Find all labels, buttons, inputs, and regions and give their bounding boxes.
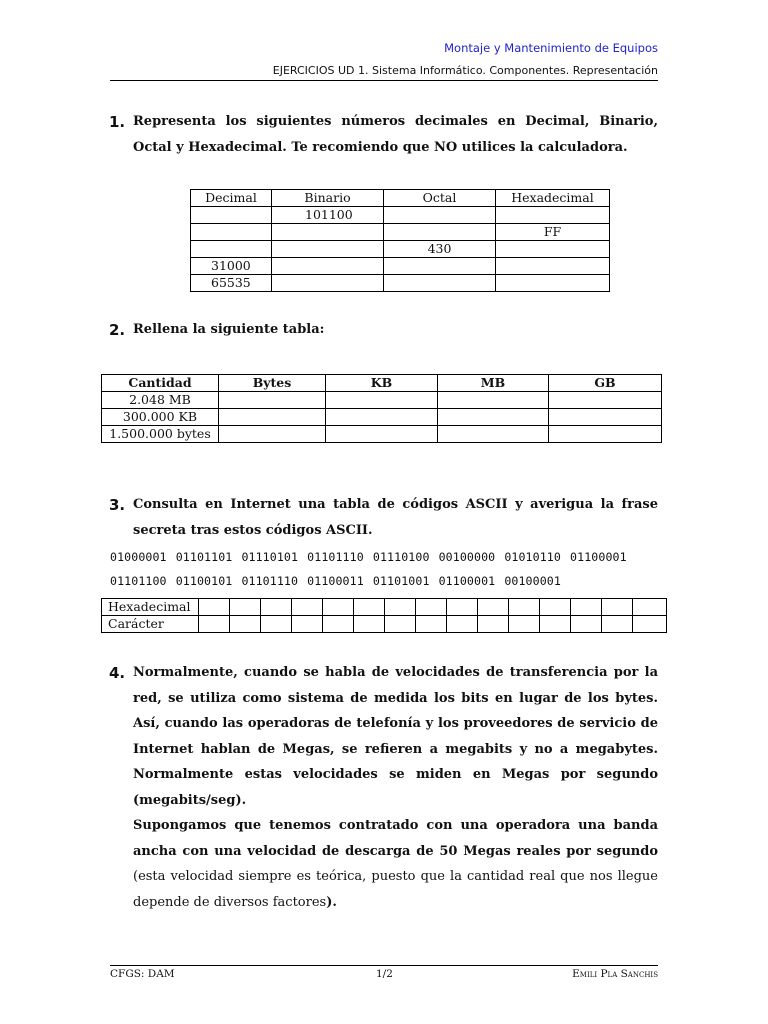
table-cell [199, 599, 230, 616]
table-cell [447, 599, 478, 616]
table-cell: 1.500.000 bytes [102, 426, 219, 443]
question-2-number: 2. [109, 321, 126, 339]
header-cell: Binario [272, 190, 384, 207]
table-cell [326, 409, 438, 426]
table-cell [323, 616, 354, 633]
table-row [191, 207, 610, 224]
table-cell [633, 599, 667, 616]
table-cell: 31000 [191, 258, 272, 275]
table-cell [354, 616, 385, 633]
table-cell [602, 616, 633, 633]
header-divider [110, 80, 658, 81]
table-cell [272, 275, 384, 292]
table-cell [272, 241, 384, 258]
document-header-title: Montaje y Mantenimiento de Equipos [444, 41, 658, 55]
footer-page-number: 1/2 [376, 968, 393, 980]
header-cell: Bytes [219, 375, 326, 392]
footer-author: Emili Pla Sanchis [572, 968, 658, 980]
table-cell [416, 616, 447, 633]
question-2-text: Rellena la siguiente tabla: [133, 322, 325, 337]
table-cell [219, 409, 326, 426]
table-cell [385, 616, 416, 633]
question-4-number: 4. [109, 664, 126, 682]
table-row [191, 275, 610, 292]
question-4-paragraph-2 [133, 813, 658, 915]
table-cell [447, 616, 478, 633]
table-cell: 430 [384, 241, 496, 258]
question-4-paragraph-2-normal: (esta velocidad siempre es teórica, puesto que la cantidad real que nos llegue depende de diversos factores [133, 869, 658, 910]
table-cell [326, 392, 438, 409]
question-1-text: Representa los siguientes números decimales en Decimal, Binario, Octal y Hexadecimal. Te recomiendo que NO utilices la calculadora. [133, 114, 658, 155]
table-row [191, 224, 610, 241]
table-cell [323, 599, 354, 616]
header-cell: KB [326, 375, 438, 392]
table-cell [549, 426, 662, 443]
table-cell [261, 599, 292, 616]
header-cell: GB [549, 375, 662, 392]
table-cell [438, 392, 549, 409]
table-cell [496, 275, 610, 292]
table-cell [478, 599, 509, 616]
table-cell [571, 599, 602, 616]
table-cell [384, 224, 496, 241]
document-header-subtitle: EJERCICIOS UD 1. Sistema Informático. Componentes. Representación [272, 64, 658, 77]
table-cell [272, 224, 384, 241]
header-cell: Decimal [191, 190, 272, 207]
table-cell [384, 207, 496, 224]
question-1-number: 1. [109, 113, 126, 131]
table-cell [219, 426, 326, 443]
table-cell [509, 599, 540, 616]
header-cell: Octal [384, 190, 496, 207]
table-cell [540, 599, 571, 616]
table-cell [354, 599, 385, 616]
table-cell [326, 426, 438, 443]
units-table [101, 374, 662, 443]
table-cell [272, 258, 384, 275]
table-cell [230, 616, 261, 633]
header-cell: Cantidad [102, 375, 219, 392]
table-cell [199, 616, 230, 633]
table-row [191, 258, 610, 275]
table-cell: 65535 [191, 275, 272, 292]
footer-divider [110, 965, 658, 966]
table-cell [496, 207, 610, 224]
table-row [102, 616, 667, 633]
header-cell: MB [438, 375, 549, 392]
table-row [191, 241, 610, 258]
table-cell [438, 409, 549, 426]
header-cell: Hexadecimal [496, 190, 610, 207]
table-cell [230, 599, 261, 616]
table-cell [191, 241, 272, 258]
footer-course: CFGS: DAM [110, 968, 175, 980]
table-cell: 101100 [272, 207, 384, 224]
table-cell [219, 392, 326, 409]
table-cell [438, 426, 549, 443]
row-label-hexadecimal: Hexadecimal [102, 599, 199, 616]
table-cell [416, 599, 447, 616]
table-cell [261, 616, 292, 633]
table-cell [385, 599, 416, 616]
table-cell [496, 241, 610, 258]
table-cell: 2.048 MB [102, 392, 219, 409]
row-label-caracter: Carácter [102, 616, 199, 633]
table-cell [384, 258, 496, 275]
conversion-table [190, 189, 610, 292]
table-cell [191, 224, 272, 241]
table-cell [478, 616, 509, 633]
question-3-text: Consulta en Internet una tabla de códigos ASCII y averigua la frase secreta tras estos códigos ASCII. [133, 497, 658, 538]
table-cell: 300.000 KB [102, 409, 219, 426]
table-row [102, 392, 662, 409]
table-cell [292, 616, 323, 633]
question-4-paragraph-1: Normalmente, cuando se habla de velocidades de transferencia por la red, se utiliza como sistema de medida los bits en lugar de los bytes. Así, cuando las operadoras de telefonía y los proveedores de servicio de Internet hablan de Megas, se refieren a megabits y no a megabytes. Normalmente estas velocidades se miden en Megas por segundo (megabits/seg). [133, 665, 658, 808]
table-cell [191, 207, 272, 224]
table-cell [496, 258, 610, 275]
table-cell [633, 616, 667, 633]
ascii-code-line-2: 01101100 01100101 01101110 01100011 01101001 01100001 00100001 [110, 574, 561, 588]
table-cell [571, 616, 602, 633]
table-cell [292, 599, 323, 616]
ascii-answer-table [101, 598, 667, 633]
table-row [102, 409, 662, 426]
table-cell: FF [496, 224, 610, 241]
table-cell [549, 392, 662, 409]
question-3-number: 3. [109, 496, 126, 514]
question-4-paragraph-2-bold: Supongamos que tenemos contratado con una operadora una banda ancha con una velocidad de descarga de 50 Megas reales por segundo [133, 818, 658, 859]
table-cell [509, 616, 540, 633]
table-row [102, 426, 662, 443]
table-cell [384, 275, 496, 292]
table-header-row [191, 190, 610, 207]
table-cell [549, 409, 662, 426]
table-cell [540, 616, 571, 633]
question-4-paragraph-2-end: ). [326, 894, 337, 910]
table-cell [602, 599, 633, 616]
table-header-row [102, 375, 662, 392]
ascii-code-line-1: 01000001 01101101 01110101 01101110 01110100 00100000 01010110 01100001 [110, 550, 627, 564]
table-row [102, 599, 667, 616]
